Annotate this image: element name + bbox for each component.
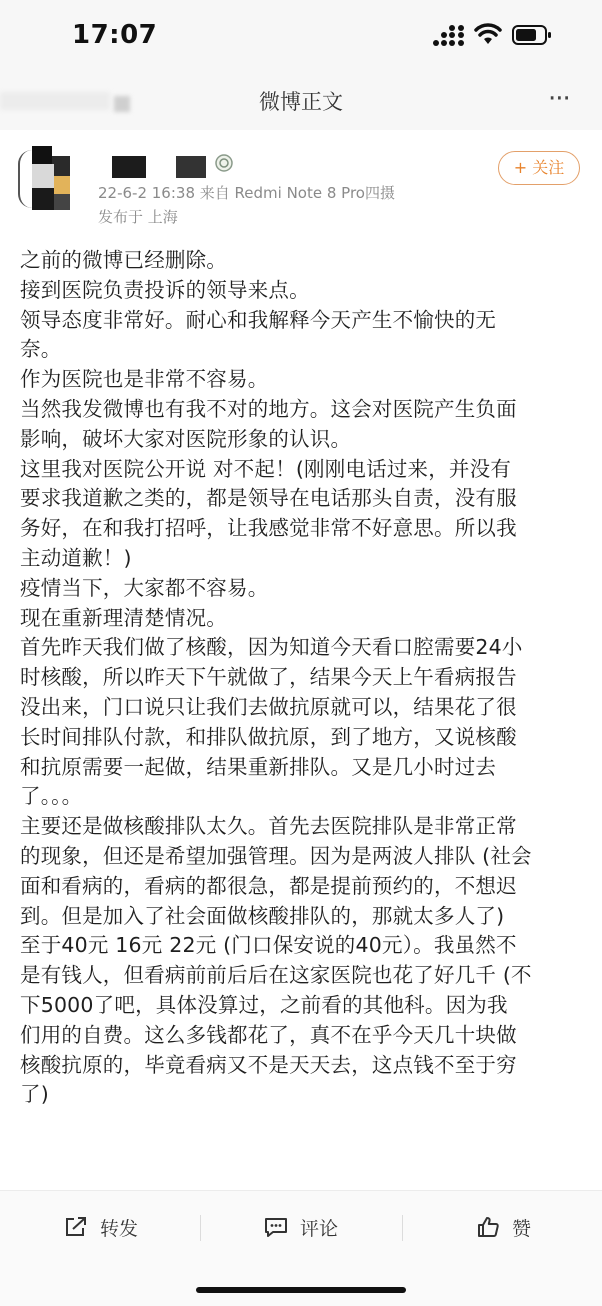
post-line: 主要还是做核酸排队太久。首先去医院排队是非常正常 bbox=[20, 814, 517, 839]
status-bar bbox=[0, 0, 602, 72]
home-indicator bbox=[196, 1287, 406, 1293]
comment-label: 评论 bbox=[300, 1217, 339, 1240]
post-line: 了) bbox=[20, 1082, 49, 1107]
post-line: 要求我道歉之类的，都是领导在电话那头自责，没有服 bbox=[20, 486, 517, 511]
follow-button[interactable]: + 关注 bbox=[498, 151, 580, 185]
more-options-icon[interactable]: ··· bbox=[548, 84, 570, 114]
repost-icon bbox=[64, 1216, 88, 1238]
post-line: 的现象，但还是希望加强管理。因为是两波人排队 (社会 bbox=[20, 843, 532, 868]
comment-icon bbox=[264, 1216, 288, 1238]
post-line: 之前的微博已经删除。 bbox=[20, 248, 227, 272]
divider bbox=[402, 1215, 403, 1241]
post-line: 疫情当下，大家都不容易。 bbox=[20, 575, 269, 600]
like-label: 赞 bbox=[512, 1217, 532, 1240]
post-line: 主动道歉！) bbox=[20, 545, 132, 570]
post-line: 没出来，门口说只让我们去做抗原就可以，结果花了很 bbox=[20, 694, 517, 719]
avatar[interactable] bbox=[20, 146, 76, 212]
post-line: 首先昨天我们做了核酸，因为知道今天看口腔需要24小 bbox=[20, 635, 523, 660]
like-button[interactable] bbox=[476, 1213, 531, 1241]
post-meta: 22-6-2 16:38 来自 Redmi Note 8 Pro四摄 bbox=[98, 184, 395, 202]
post-line: 至于40元 16元 22元 (门口保安说的40元）。我虽然不 bbox=[20, 933, 517, 958]
post-line: 长时间排队付款，和排队做抗原，到了地方，又说核酸 bbox=[20, 724, 517, 749]
post-line: 时核酸，所以昨天下午就做了，结果今天上午看病报告 bbox=[20, 665, 517, 690]
post-line: 影响，破坏大家对医院形象的认识。 bbox=[20, 426, 352, 451]
post-line: 到。但是加入了社会面做核酸排队的，那就太多人了) bbox=[20, 903, 505, 928]
post-line: 务好，在和我打招呼，让我感觉非常不好意思。所以我 bbox=[20, 516, 517, 541]
page-title: 微博正文 bbox=[259, 90, 343, 114]
post-line: 下5000了吧，具体没算过，之前看的其他科。因为我 bbox=[20, 992, 508, 1017]
thumbs-up-icon bbox=[476, 1215, 500, 1239]
user-badge-icon bbox=[214, 153, 234, 173]
post-line: 现在重新理清楚情况。 bbox=[20, 605, 227, 630]
nav-bar bbox=[0, 72, 602, 130]
post-line: 领导态度非常好。耐心和我解释今天产生不愉快的无 bbox=[20, 307, 497, 332]
post-body bbox=[20, 246, 586, 1110]
post-line: 面和看病的，看病的都很急，都是提前预约的，不想迟 bbox=[20, 873, 517, 898]
post-line: 作为医院也是非常不容易。 bbox=[20, 367, 269, 392]
post-line: 当然我发微博也有我不对的地方。这会对医院产生负面 bbox=[20, 396, 517, 421]
post-line: 奈。 bbox=[20, 337, 62, 362]
post-location: 发布于 上海 bbox=[98, 208, 178, 226]
post-line: 和抗原需要一起做，结果重新排队。又是几小时过去 bbox=[20, 754, 497, 779]
status-time: 17:07 bbox=[72, 20, 158, 50]
post-line: 是有钱人，但看病前前后后在这家医院也花了好几千 (不 bbox=[20, 963, 532, 988]
post-line: 了。。。 bbox=[20, 784, 83, 809]
post-line: 核酸抗原的，毕竟看病又不是天天去，这点钱不至于穷 bbox=[20, 1052, 517, 1077]
repost-label: 转发 bbox=[100, 1217, 139, 1240]
cellular-signal-icon bbox=[432, 25, 466, 47]
divider bbox=[200, 1215, 201, 1241]
post-line: 们用的自费。这么多钱都花了，真不在乎今天几十块做 bbox=[20, 1022, 517, 1047]
post-line: 接到医院负责投诉的领导来点。 bbox=[20, 277, 310, 302]
battery-icon bbox=[512, 25, 552, 45]
repost-button[interactable] bbox=[64, 1213, 138, 1241]
comment-button[interactable] bbox=[264, 1213, 338, 1241]
username-redacted-part bbox=[176, 156, 206, 178]
post-line: 这里我对医院公开说 对不起！(刚刚电话过来，并没有 bbox=[20, 456, 512, 481]
username-redacted[interactable] bbox=[112, 156, 146, 178]
wifi-icon bbox=[474, 22, 502, 46]
